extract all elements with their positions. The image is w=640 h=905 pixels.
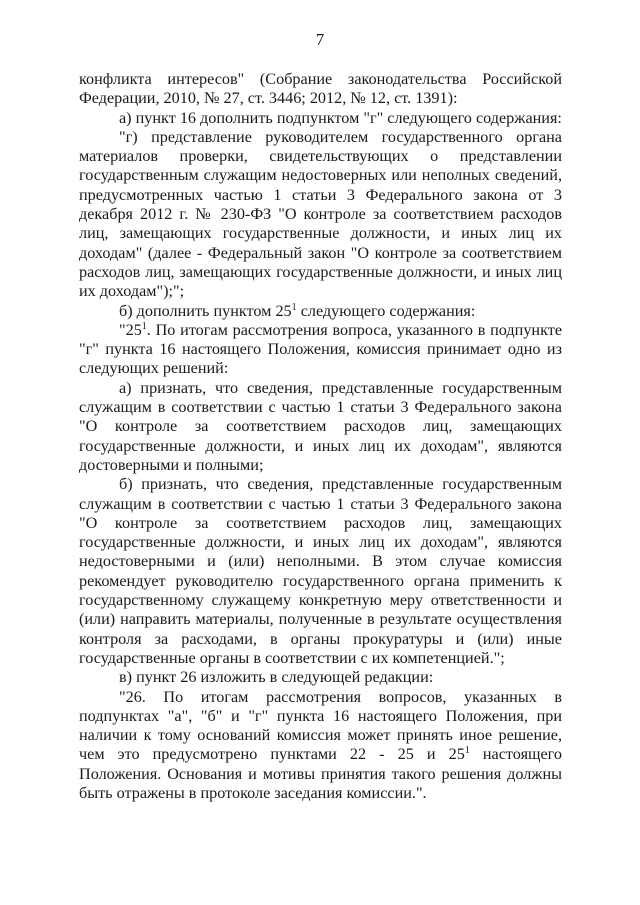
text-run: "25 bbox=[119, 320, 142, 339]
paragraph bbox=[79, 688, 562, 804]
superscript: 1 bbox=[464, 745, 470, 757]
text-run: б) дополнить пунктом 25 bbox=[119, 301, 292, 320]
paragraph bbox=[79, 302, 562, 321]
text-run: а) признать, что сведения, представленные государственным служащим в соответствии с частью 1 статьи 3 Федерального закона "О контроле за соответствием расходов лиц, замещающих государственные должности, и иных лиц их доходам", являются достоверными и полными; bbox=[79, 378, 562, 474]
paragraph bbox=[79, 70, 562, 109]
text-run: настоящего Положения. Основания и мотивы принятия такого решения должны быть отражены в протоколе заседания комиссии.". bbox=[79, 745, 562, 802]
text-run: конфликта интересов" (Собрание законодательства Российской Федерации, 2010, № 27, ст. 3446; 2012, № 12, ст. 1391): bbox=[79, 70, 562, 108]
text-run: б) признать, что сведения, представленные государственным служащим в соответствии с частью 1 статьи 3 Федерального закона "О контроле за соответствием расходов лиц, замещающих государственные должности, и иных лиц их доходам", являются недостоверными и (или) неполными. В этом случае комиссия рекомендует руководителю государственного органа применить к государственному служащему конкретную меру ответственности и (или) направить материалы, полученные в результате осуществления контроля за расходами, в органы прокуратуры и (или) иные государственные органы в соответствии с их компетенцией."; bbox=[79, 475, 562, 667]
paragraph bbox=[79, 379, 562, 475]
paragraph bbox=[79, 128, 562, 302]
text-run: . По итогам рассмотрения вопроса, указанного в подпункте "г" пункта 16 настоящего Положения, комиссия принимает одно из следующих решений: bbox=[79, 320, 562, 378]
paragraph bbox=[79, 475, 562, 668]
text-run: а) пункт 16 дополнить подпунктом "г" следующего содержания: bbox=[119, 108, 562, 127]
paragraph bbox=[79, 321, 562, 379]
text-run: "26. По итогам рассмотрения вопросов, указанных в подпунктах "а", "б" и "г" пункта 16 настоящего Положения, при наличии к тому оснований комиссия может принять иное решение, чем это предусмотрено пунктами 22 - 25 и 25 bbox=[79, 687, 562, 764]
superscript: 1 bbox=[141, 320, 147, 332]
superscript: 1 bbox=[291, 301, 297, 313]
text-run: в) пункт 26 изложить в следующей редакции: bbox=[119, 668, 434, 687]
text-run: следующего содержания: bbox=[296, 301, 476, 320]
document-body bbox=[79, 70, 562, 803]
page-number: 7 bbox=[315, 30, 325, 49]
text-run: "г) представление руководителем государственного органа материалов проверки, свидетельствующих о представлении государственным служащим недостоверных или неполных сведений, предусмотренных частью 1 статьи 3 Федерального закона от 3 декабря 2012 г. № 230-ФЗ "О контроле за соответствием расходов лиц, замещающих государственные должности, и иных лиц их доходам" (далее - Федеральный закон "О контроле за соответствием расходов лиц, замещающих государственные должности, и иных лиц их доходам");"; bbox=[79, 127, 562, 301]
paragraph bbox=[79, 668, 562, 687]
paragraph bbox=[79, 109, 562, 128]
